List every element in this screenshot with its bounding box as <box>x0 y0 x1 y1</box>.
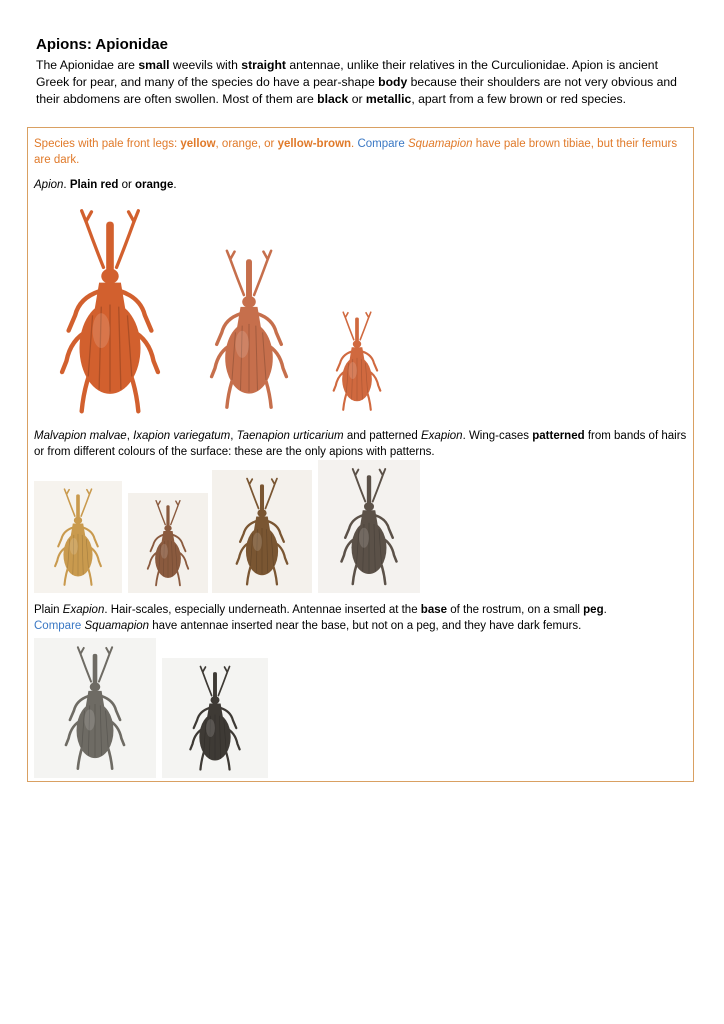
intro-text: weevils with <box>169 58 242 72</box>
plain-bold-peg: peg <box>583 604 604 616</box>
intro-paragraph <box>36 57 686 108</box>
taenapion-photo <box>212 470 312 593</box>
apion-medium-photo <box>192 242 306 416</box>
exapion-black-photo <box>162 658 268 778</box>
section-header-text <box>34 136 689 168</box>
intro-text: or <box>348 92 366 106</box>
patterned-bold: patterned <box>532 430 585 442</box>
malvapion-photo <box>34 481 122 593</box>
squamapion-name: Squamapion <box>84 620 150 632</box>
squamapion-name: Squamapion <box>407 138 473 150</box>
plain-text: . <box>603 604 607 616</box>
patterned-text: , <box>230 430 237 442</box>
page-title: Apions: Apionidae <box>36 36 168 53</box>
apion-small-photo <box>316 306 398 416</box>
header-text: Species with pale front legs: <box>34 138 181 150</box>
apion-bold-orange: orange <box>135 179 174 191</box>
apion-name: Apion <box>34 179 64 191</box>
taenapion-name: Taenapion urticarium <box>236 430 344 442</box>
exapion-name: Exapion <box>421 430 463 442</box>
apion-text: . <box>63 179 70 191</box>
exapion-grey-photo <box>34 638 156 778</box>
intro-bold-straight: straight <box>241 58 286 72</box>
intro-bold-body: body <box>378 75 408 89</box>
compare-label: Compare <box>357 138 408 150</box>
intro-text: antennae, unlike their relatives in the Curculionidae. Apion is ancient Greek for pear, and many of the species do have a pear-shape <box>36 58 658 89</box>
plain-text: have antennae inserted near the base, but not on a peg, and they have dark femurs. <box>149 620 582 632</box>
plain-text: Plain <box>34 604 63 616</box>
patterned-text: and patterned <box>343 430 421 442</box>
intro-text: The Apionidae are <box>36 58 139 72</box>
apion-bold-plain-red: Plain red <box>69 179 119 191</box>
patterned-text: . Wing-cases <box>462 430 533 442</box>
plain-exapion-caption <box>34 602 689 634</box>
malvapion-name: Malvapion malvae <box>34 430 127 442</box>
patterned-caption <box>34 428 689 460</box>
patterned-text: , <box>126 430 134 442</box>
header-bold-yellow-brown: yellow-brown <box>277 138 352 150</box>
intro-text: , apart from a few brown or red species. <box>411 92 627 106</box>
pale-legs-section-box <box>27 127 694 782</box>
header-text: have pale brown tibiae, but their femurs are dark. <box>34 138 678 166</box>
apion-text: . <box>173 179 177 191</box>
intro-bold-metallic: metallic <box>365 92 412 106</box>
ixapion-photo <box>128 493 208 593</box>
plain-text: . Hair-scales, especially underneath. Antennae inserted at the <box>104 604 421 616</box>
intro-bold-black: black <box>317 92 349 106</box>
exapion-name: Exapion <box>62 604 105 616</box>
ixapion-name: Ixapion variegatum <box>133 430 231 442</box>
patterned-text: from bands of hairs or from different colours of the surface: these are the only apions with patterns. <box>34 430 687 458</box>
apion-caption <box>34 177 689 193</box>
exapion-patterned-photo <box>318 460 420 593</box>
header-bold-yellow: yellow <box>180 138 216 150</box>
plain-bold-base: base <box>420 604 448 616</box>
intro-text: because their shoulders are not very obvious and their abdomens are often swollen. Most of them are <box>36 75 677 106</box>
plain-text: of the rostrum, on a small <box>447 604 584 616</box>
compare-label: Compare <box>34 620 85 632</box>
apion-text: or <box>118 179 136 191</box>
intro-bold-small: small <box>138 58 170 72</box>
apion-large-photo <box>34 200 186 422</box>
header-text: . <box>351 138 358 150</box>
header-text: , orange, or <box>215 138 278 150</box>
